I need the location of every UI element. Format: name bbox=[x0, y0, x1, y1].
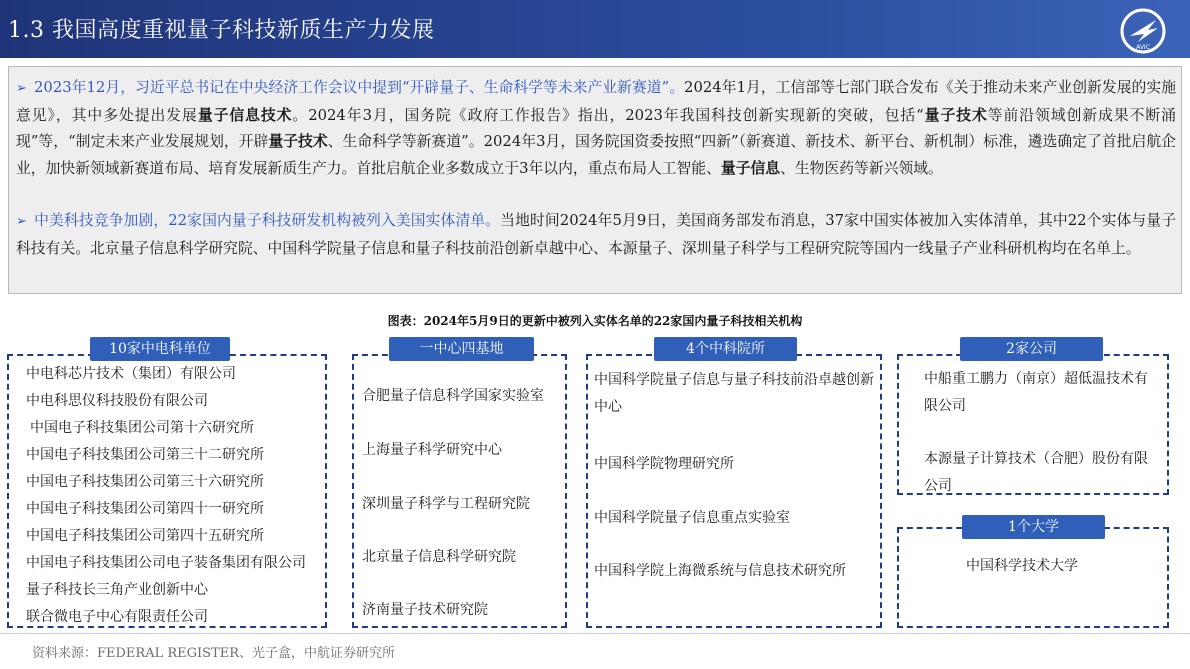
group-cas-label: 4个中科院所 bbox=[654, 337, 797, 361]
figure-caption: 图表：2024年5月9日的更新中被列入实体名单的22家国内量子科技相关机构 bbox=[387, 314, 803, 328]
p1-bold-2: 量子技术 bbox=[923, 106, 988, 124]
footer-divider bbox=[0, 633, 1190, 634]
p2-lead: 中美科技竞争加剧，22家国内量子科技研发机构被列入美国实体清单。 bbox=[34, 212, 501, 229]
group-cas-box bbox=[586, 354, 882, 628]
list-item: 合肥量子信息科学国家实验室 bbox=[362, 388, 544, 404]
arrow-bullet-icon: ➢ bbox=[16, 214, 27, 229]
list-item: 中国电子科技集团公司第十六研究所 bbox=[30, 420, 254, 436]
p1-bold-3: 量子技术 bbox=[268, 133, 328, 150]
list-item: 上海量子科学研究中心 bbox=[362, 442, 502, 458]
list-item: 本源量子计算技术（合肥）股份有限公司 bbox=[924, 451, 1148, 494]
source-note: 资料来源：FEDERAL REGISTER、光子盒，中航证券研究所 bbox=[32, 646, 396, 661]
header-bar bbox=[0, 0, 1190, 58]
list-item: 北京量子信息科学研究院 bbox=[362, 549, 516, 565]
group-center-box bbox=[352, 354, 567, 628]
p1-text-e: 、生命科学等新赛道”。2024年3月，国务院国资委按照“四新”（新赛道、新技术、新平台、新机制）标准，遴选确定了首批启航企业，加快新领域新赛道布局、培育发展新质生产力。首批启航企业多数成立于3年以内，重点布局人工智能、 bbox=[16, 133, 1176, 177]
group-cetc-label: 10家中电科单位 bbox=[90, 337, 230, 361]
list-item: 中国电子科技集团公司第三十二研究所 bbox=[26, 447, 264, 463]
p1-lead: 2023年12月，习近平总书记在中央经济工作会议中提到“开辟量子、生命科学等未来产业新赛道”。 bbox=[34, 79, 685, 96]
list-item: 中国科学院量子信息与量子科技前沿卓越创新中心 bbox=[594, 372, 874, 415]
summary-paragraph-1 bbox=[16, 75, 1176, 182]
p1-text-d: 等前沿领域创新成果不断涌现”等，“制定未来产业发展规划，开辟 bbox=[16, 106, 1176, 150]
list-item: 中国电子科技集团公司第三十六研究所 bbox=[26, 474, 264, 490]
list-item: 中国电子科技集团公司电子装备集团有限公司 bbox=[26, 555, 306, 571]
p1-bold-4: 量子信息 bbox=[720, 159, 781, 177]
group-companies-box bbox=[897, 354, 1169, 495]
group-university-label: 1个大学 bbox=[962, 515, 1105, 539]
p1-text-c: 。2024年3月，国务院《政府工作报告》指出，2023年我国科技创新实现新的突破，包括“ bbox=[292, 106, 924, 124]
p1-text-f: 、生物医药等新兴领域。 bbox=[780, 159, 943, 177]
list-item: 中国科学院物理研究所 bbox=[594, 456, 734, 472]
group-companies-label: 2家公司 bbox=[960, 337, 1103, 361]
list-item: 济南量子技术研究院 bbox=[362, 602, 488, 618]
list-item: 中国科学院量子信息重点实验室 bbox=[594, 510, 790, 526]
avic-logo-icon bbox=[1118, 6, 1168, 56]
summary-box bbox=[8, 66, 1182, 294]
arrow-bullet-icon: ➢ bbox=[16, 81, 27, 96]
group-university-box bbox=[897, 527, 1169, 628]
list-item: 中电科芯片技术（集团）有限公司 bbox=[26, 366, 236, 382]
group-cetc-box bbox=[7, 354, 327, 628]
list-item: 中国科学技术大学 bbox=[966, 558, 1078, 574]
list-item: 中国电子科技集团公司第四十五研究所 bbox=[26, 528, 264, 544]
list-item: 中船重工鹏力（南京）超低温技术有限公司 bbox=[924, 371, 1148, 414]
p1-text-a: 2024年1月，工信部等七部门联合发布《关于推动未来产业创新发展的实施意见》，其中多处提出发展 bbox=[16, 79, 1176, 124]
list-item: 中电科思仪科技股份有限公司 bbox=[26, 393, 208, 409]
list-item: 中国电子科技集团公司第四十一研究所 bbox=[26, 501, 264, 517]
p2-text: 当地时间2024年5月9日，美国商务部发布消息，37家中国实体被加入实体清单，其中22个实体与量子科技有关。北京量子信息科学研究院、中国科学院量子信息和量子科技前沿创新卓越中心、本源量子、深圳量子科学与工程研究院等国内一线量子产业科研机构均在名单上。 bbox=[16, 212, 1176, 257]
logo-text: AVIC bbox=[1136, 44, 1150, 51]
summary-paragraph-2 bbox=[16, 208, 1176, 262]
p1-bold-1: 量子信息技术 bbox=[197, 106, 293, 124]
list-item: 量子科技长三角产业创新中心 bbox=[26, 582, 208, 598]
list-item: 联合微电子中心有限责任公司 bbox=[26, 609, 208, 625]
group-center-label: 一中心四基地 bbox=[389, 337, 534, 361]
list-item: 深圳量子科学与工程研究院 bbox=[362, 496, 530, 512]
page-title: 1.3 我国高度重视量子科技新质生产力发展 bbox=[8, 18, 435, 43]
list-item: 中国科学院上海微系统与信息技术研究所 bbox=[594, 563, 846, 579]
